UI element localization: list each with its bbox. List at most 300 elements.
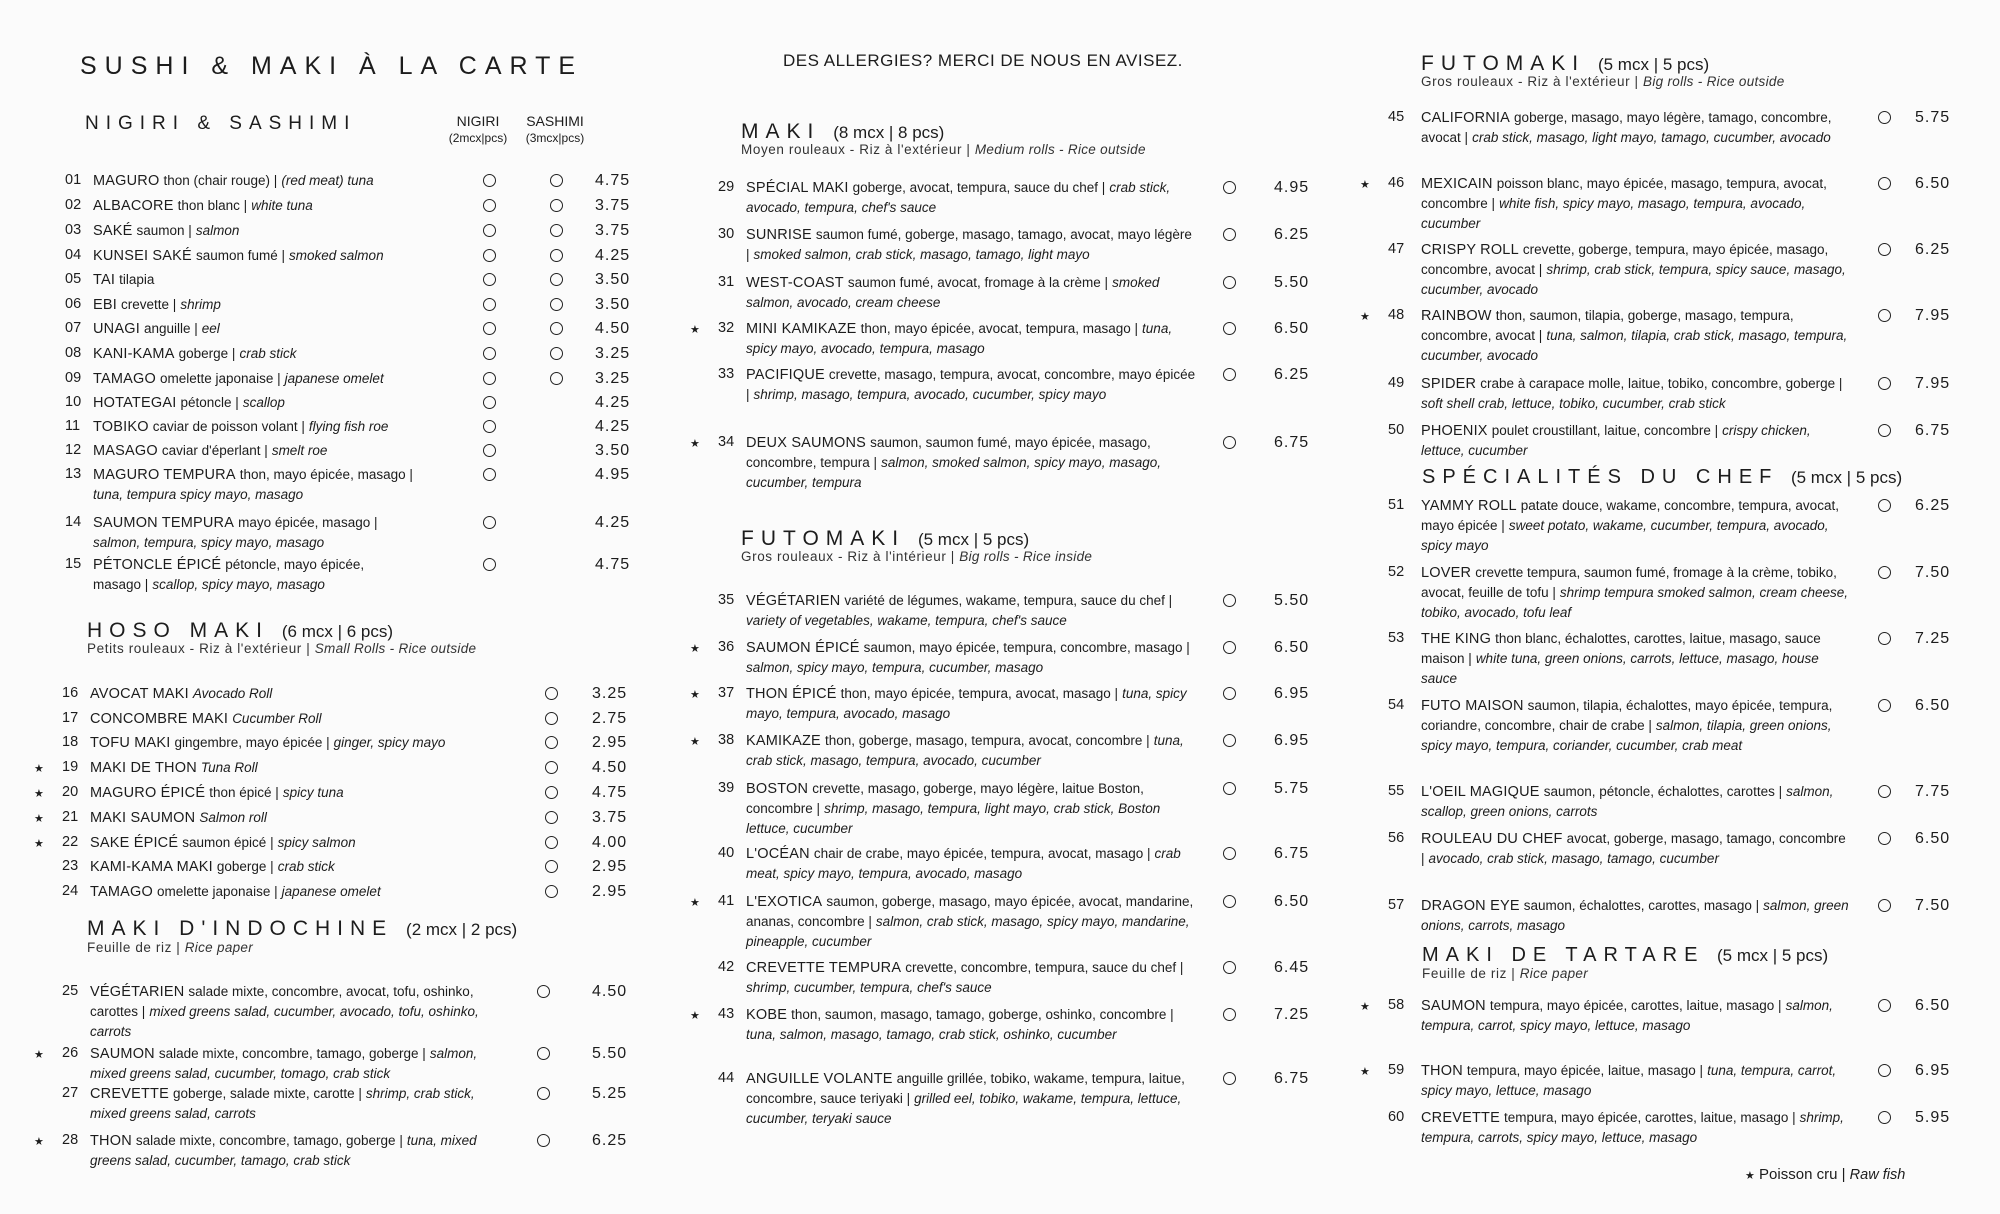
item-number: 56 (1388, 830, 1405, 846)
item-number: 15 (65, 556, 82, 572)
item-description-fr: goberge, salade mixte, carotte | (172, 1086, 362, 1101)
order-checkbox[interactable] (1878, 832, 1891, 845)
item-number: 48 (1388, 307, 1405, 323)
item-name: SPIDER (1421, 376, 1477, 392)
item-description (1421, 421, 1851, 461)
order-checkbox[interactable] (1878, 699, 1891, 712)
sashimi-checkbox[interactable] (550, 298, 563, 311)
order-checkbox[interactable] (1223, 687, 1236, 700)
menu-item (718, 273, 1318, 310)
item-name: TAMAGO (93, 371, 156, 387)
item-description (746, 591, 1196, 631)
item-description (746, 892, 1196, 952)
item-name: PÉTONCLE ÉPICÉ (93, 557, 222, 573)
order-checkbox[interactable] (1878, 785, 1891, 798)
item-price: 3.25 (592, 685, 628, 702)
item-price: 5.95 (1915, 1109, 1951, 1126)
item-description (746, 731, 1196, 771)
order-checkbox[interactable] (1223, 1008, 1236, 1021)
menu-item (690, 892, 1318, 949)
item-name: CALIFORNIA (1421, 110, 1511, 126)
order-checkbox[interactable] (483, 224, 496, 237)
order-checkbox[interactable] (1878, 424, 1891, 437)
item-name: TAI (93, 272, 116, 288)
item-description (1421, 629, 1851, 689)
menu-item (1388, 782, 1968, 819)
item-description (1421, 563, 1851, 623)
item-description-fr: salade mixte, concombre, tamago, goberge | (158, 1046, 426, 1061)
menu-item (62, 882, 642, 902)
item-description-fr: thon blanc | (177, 198, 248, 213)
item-name: SUNRISE (746, 227, 812, 243)
menu-item (1388, 108, 1968, 145)
order-checkbox[interactable] (1878, 566, 1891, 579)
item-description (90, 758, 480, 778)
item-price: 6.50 (1915, 997, 1951, 1014)
menu-item (1388, 374, 1968, 411)
item-number: 50 (1388, 422, 1405, 438)
item-description-fr: saumon, goberge, masago, mayo épicée, avocat, mandarine, ananas, concombre | (746, 894, 1194, 929)
item-description (93, 319, 413, 339)
item-number: 27 (62, 1085, 79, 1101)
item-name: HOTATEGAI (93, 395, 177, 411)
item-description-fr: tempura, mayo épicée, laitue, masago | (1466, 1063, 1704, 1078)
menu-item (62, 709, 642, 729)
item-description (90, 1131, 490, 1171)
order-checkbox[interactable] (1223, 276, 1236, 289)
item-price: 4.95 (1274, 179, 1310, 196)
item-description-fr: anguille grillée, tobiko, wakame, tempura, laitue, concombre, sauce teriyaki | (746, 1071, 1185, 1106)
item-number: 21 (62, 809, 79, 825)
order-checkbox[interactable] (1223, 961, 1236, 974)
item-number: 20 (62, 784, 79, 800)
item-name: EBI (93, 297, 117, 313)
item-description-en: tuna, crab stick, masago, tempura, avocado, cucumber (746, 733, 1184, 768)
order-checkbox[interactable] (483, 444, 496, 457)
item-description-en: crab stick (239, 346, 297, 361)
order-checkbox[interactable] (1878, 999, 1891, 1012)
menu-item (62, 857, 642, 877)
menu-item (65, 319, 645, 339)
order-checkbox[interactable] (1223, 181, 1236, 194)
item-number: 11 (65, 418, 81, 434)
order-checkbox[interactable] (545, 687, 558, 700)
item-description-fr: saumon, mayo épicée, tempura, concombre, masago | (863, 640, 1190, 655)
order-checkbox[interactable] (483, 322, 496, 335)
item-name: THON ÉPICÉ (746, 686, 837, 702)
item-description-fr: thon, goberge, masago, tempura, avocat, concombre | (824, 733, 1150, 748)
order-checkbox[interactable] (483, 558, 496, 571)
item-description-en: Avocado Roll (192, 686, 273, 701)
item-number: 06 (65, 296, 82, 312)
item-number: 04 (65, 247, 82, 263)
star-icon: ★ (1360, 311, 1370, 323)
item-price: 6.75 (1915, 422, 1951, 439)
item-number: 60 (1388, 1109, 1405, 1125)
item-name: KOBE (746, 1007, 788, 1023)
order-checkbox[interactable] (545, 786, 558, 799)
order-checkbox[interactable] (1223, 641, 1236, 654)
order-checkbox[interactable] (483, 396, 496, 409)
menu-item (65, 513, 645, 550)
item-price: 5.50 (1274, 592, 1310, 609)
tartare-section-title (1422, 944, 1828, 967)
item-name: SAUMON ÉPICÉ (746, 640, 860, 656)
item-description-en: avocado, crab stick, masago, tamago, cucumber (1428, 851, 1719, 866)
item-number: 32 (718, 320, 735, 336)
order-checkbox[interactable] (1878, 111, 1891, 124)
order-checkbox[interactable] (1223, 436, 1236, 449)
sashimi-col-sub: (3mcx|pcs) (525, 131, 585, 145)
star-icon: ★ (34, 1136, 44, 1148)
item-name: BOSTON (746, 781, 809, 797)
item-name: TAMAGO (90, 884, 153, 900)
order-checkbox[interactable] (483, 174, 496, 187)
order-checkbox[interactable] (537, 1087, 550, 1100)
menu-item (690, 684, 1318, 721)
item-description-fr: crabe à carapace molle, laitue, tobiko, concombre, goberge | (1480, 376, 1843, 391)
item-number: 47 (1388, 241, 1405, 257)
item-name: L'EXOTICA (746, 894, 823, 910)
item-number: 13 (65, 466, 82, 482)
item-description-en: white fish, spicy mayo, masago, tempura, avocado, cucumber (1421, 196, 1806, 231)
item-name: ANGUILLE VOLANTE (746, 1071, 893, 1087)
star-icon: ★ (690, 736, 700, 748)
menu-item (1360, 996, 1968, 1033)
item-name: THON (90, 1133, 132, 1149)
item-description-fr: variété de légumes, wakame, tempura, sauce du chef | (844, 593, 1173, 608)
indochine-sub-en: Rice paper (184, 940, 254, 955)
order-checkbox[interactable] (1223, 782, 1236, 795)
item-description (746, 225, 1196, 265)
item-description (1421, 174, 1851, 234)
order-checkbox[interactable] (545, 761, 558, 774)
item-description (93, 465, 413, 505)
order-checkbox[interactable] (483, 249, 496, 262)
menu-item (62, 733, 642, 753)
item-description-en: japanese omelet (284, 371, 384, 386)
order-checkbox[interactable] (1223, 368, 1236, 381)
indochine-section-title (87, 917, 517, 941)
sashimi-checkbox[interactable] (550, 199, 563, 212)
item-name: KAMIKAZE (746, 733, 821, 749)
item-description-en: spicy salmon (277, 835, 356, 850)
sashimi-checkbox[interactable] (550, 347, 563, 360)
item-description-en: ginger, spicy mayo (333, 735, 446, 750)
item-price: 6.75 (1274, 845, 1310, 862)
item-description (90, 1084, 490, 1124)
item-description (1421, 1061, 1851, 1101)
item-number: 16 (62, 685, 79, 701)
item-number: 40 (718, 845, 735, 861)
hoso-sub-en: Small Rolls - Rice outside (314, 641, 477, 656)
order-checkbox[interactable] (1878, 177, 1891, 190)
menu-item (65, 171, 645, 191)
order-checkbox[interactable] (483, 199, 496, 212)
item-name: WEST-COAST (746, 275, 844, 291)
item-description-fr: saumon, échalottes, carottes, masago | (1523, 898, 1760, 913)
order-checkbox[interactable] (1878, 632, 1891, 645)
sashimi-checkbox[interactable] (550, 249, 563, 262)
indochine-title-text: MAKI D'INDOCHINE (87, 917, 394, 940)
item-description-en: tuna, spicy mayo, avocado, tempura, masago (746, 321, 1173, 356)
item-description-fr: saumon épicé | (182, 835, 274, 850)
item-description-en: salmon, smoked salmon, spicy mayo, masago, cucumber, tempura (746, 455, 1161, 490)
item-price: 6.25 (592, 1132, 628, 1149)
futomaki-inside-subtitle (741, 549, 1092, 564)
futomaki-outside-count: (5 mcx | 5 pcs) (1597, 55, 1710, 74)
menu-item (34, 783, 642, 803)
item-description (93, 513, 413, 553)
hoso-sub-fr: Petits rouleaux - Riz à l'extérieur | (87, 641, 311, 656)
item-description-en: eel (201, 321, 220, 336)
order-checkbox[interactable] (1878, 499, 1891, 512)
item-price: 3.25 (595, 345, 631, 362)
item-number: 43 (718, 1006, 735, 1022)
sashimi-checkbox[interactable] (550, 273, 563, 286)
menu-item (1388, 1108, 1968, 1145)
item-description-en: scallop (242, 395, 285, 410)
item-description-en: shrimp, masago, tempura, light mayo, crab stick, Boston lettuce, cucumber (746, 801, 1161, 836)
item-description-en: sweet potato, wakame, cucumber, tempura, avocado, spicy mayo (1421, 518, 1829, 553)
item-price: 4.25 (595, 418, 631, 435)
order-checkbox[interactable] (1878, 899, 1891, 912)
item-price: 4.50 (595, 320, 631, 337)
sashimi-checkbox[interactable] (550, 174, 563, 187)
order-checkbox[interactable] (1223, 847, 1236, 860)
raw-fish-footnote (1745, 1166, 1905, 1183)
item-number: 17 (62, 710, 79, 726)
order-checkbox[interactable] (1223, 734, 1236, 747)
menu-item (65, 555, 645, 592)
item-name: SAUMON (1421, 998, 1486, 1014)
item-name: MASAGO (93, 443, 158, 459)
item-name: L'OCÉAN (746, 846, 810, 862)
item-description (746, 844, 1196, 884)
hoso-count: (6 mcx | 6 pcs) (281, 622, 394, 641)
item-name: SAKÉ (93, 223, 133, 239)
item-number: 18 (62, 734, 79, 750)
item-price: 4.25 (595, 247, 631, 264)
menu-item (718, 591, 1318, 628)
sashimi-checkbox[interactable] (550, 372, 563, 385)
item-price: 4.50 (592, 759, 628, 776)
item-name: LOVER (1421, 565, 1472, 581)
item-description-en: crab stick (277, 859, 335, 874)
item-description (746, 779, 1196, 839)
item-name: SAUMON (90, 1046, 155, 1062)
futomaki-inside-sub-en: Big rolls - Rice inside (959, 549, 1093, 564)
item-number: 34 (718, 434, 735, 450)
menu-item (65, 221, 645, 241)
item-price: 7.50 (1915, 897, 1951, 914)
star-icon: ★ (1745, 1170, 1755, 1182)
item-description (93, 393, 413, 413)
order-checkbox[interactable] (1223, 228, 1236, 241)
menu-item (34, 833, 642, 853)
item-description-fr: crevette tempura, saumon fumé, fromage à la crème, tobiko, avocat, feuille de tofu | (1421, 565, 1837, 600)
item-number: 44 (718, 1070, 735, 1086)
menu-item (65, 270, 645, 290)
item-description-fr: goberge | (216, 859, 274, 874)
order-checkbox[interactable] (483, 273, 496, 286)
order-checkbox[interactable] (545, 736, 558, 749)
item-description-en: salmon, tempura, spicy mayo, masago (93, 535, 325, 550)
item-description (93, 441, 413, 461)
item-description-en: tuna, spicy mayo, tempura, avocado, masago (746, 686, 1187, 721)
item-number: 05 (65, 271, 82, 287)
futomaki-inside-title-text: FUTOMAKI (741, 527, 906, 550)
item-number: 42 (718, 959, 735, 975)
order-checkbox[interactable] (1878, 309, 1891, 322)
item-description (1421, 374, 1851, 414)
menu-item (1360, 1061, 1968, 1098)
item-name: YAMMY ROLL (1421, 498, 1517, 514)
item-name: KANI-KAMA (93, 346, 175, 362)
maki-count: (8 mcx | 8 pcs) (833, 123, 945, 142)
item-number: 35 (718, 592, 735, 608)
nigiri-col-sub: (2mcx|pcs) (448, 131, 508, 145)
order-checkbox[interactable] (545, 836, 558, 849)
item-description-fr: poulet croustillant, laitue, concombre | (1491, 423, 1719, 438)
item-description-en: shrimp, crab stick, mixed greens salad, carrots (90, 1086, 475, 1121)
menu-item (65, 246, 645, 266)
item-price: 2.95 (592, 858, 628, 875)
futomaki-outside-sub-fr: Gros rouleaux - Riz à l'extérieur | (1421, 74, 1639, 89)
item-number: 28 (62, 1132, 79, 1148)
item-number: 33 (718, 366, 735, 382)
item-number: 01 (65, 172, 82, 188)
item-price: 6.95 (1274, 685, 1310, 702)
item-price: 5.75 (1274, 780, 1310, 797)
item-description (1421, 696, 1851, 756)
menu-item (34, 808, 642, 828)
order-checkbox[interactable] (483, 347, 496, 360)
futomaki-outside-sub-en: Big rolls - Rice outside (1643, 74, 1785, 89)
sashimi-checkbox[interactable] (550, 322, 563, 335)
item-description-fr: thon, saumon, masago, tamago, goberge, oshinko, concombre | (791, 1007, 1174, 1022)
footnote-en: Raw fish (1849, 1167, 1906, 1183)
order-checkbox[interactable] (1878, 1111, 1891, 1124)
item-price: 6.25 (1915, 497, 1951, 514)
item-name: VÉGÉTARIEN (90, 984, 185, 1000)
item-description-fr: avocat, goberge, masago, tamago, concombre | (1421, 831, 1846, 866)
item-price: 7.95 (1915, 375, 1951, 392)
item-description-en: Tuna Roll (200, 760, 258, 775)
order-checkbox[interactable] (1223, 322, 1236, 335)
item-number: 31 (718, 274, 735, 290)
order-checkbox[interactable] (537, 1134, 550, 1147)
indochine-count: (2 mcx | 2 pcs) (406, 920, 518, 939)
order-checkbox[interactable] (483, 516, 496, 529)
menu-item (65, 465, 645, 502)
item-description-fr: thon (chair rouge) | (163, 173, 278, 188)
order-checkbox[interactable] (1223, 594, 1236, 607)
order-checkbox[interactable] (545, 712, 558, 725)
item-description-en: soft shell crab, lettuce, tobiko, cucumber, crab stick (1421, 396, 1726, 411)
order-checkbox[interactable] (1878, 1064, 1891, 1077)
item-price: 5.75 (1915, 109, 1951, 126)
sashimi-checkbox[interactable] (550, 224, 563, 237)
menu-item (62, 684, 642, 704)
item-description (1421, 996, 1851, 1036)
order-checkbox[interactable] (483, 298, 496, 311)
order-checkbox[interactable] (1878, 377, 1891, 390)
menu-item (1360, 306, 1968, 363)
item-number: 57 (1388, 897, 1405, 913)
menu-item (1388, 696, 1968, 753)
item-description-fr: thon, mayo épicée, masago | (239, 467, 413, 482)
menu-item (690, 1005, 1318, 1042)
item-description (90, 733, 480, 753)
item-description-fr: caviar d'éperlant | (161, 443, 268, 458)
item-price: 3.25 (595, 370, 631, 387)
menu-item (690, 433, 1318, 490)
hoso-subtitle (87, 641, 476, 656)
menu-item (718, 958, 1318, 995)
item-name: CREVETTE (1421, 1110, 1500, 1126)
item-number: 02 (65, 197, 82, 213)
menu-item (34, 758, 642, 778)
item-description-en: shrimp tempura smoked salmon, cream cheese, tobiko, avocado, tofu leaf (1421, 585, 1848, 620)
item-description-fr: tilapia (119, 272, 155, 287)
hoso-section-title (87, 619, 393, 643)
star-icon: ★ (1360, 1066, 1370, 1078)
order-checkbox[interactable] (1223, 1072, 1236, 1085)
item-name: MINI KAMIKAZE (746, 321, 857, 337)
order-checkbox[interactable] (483, 420, 496, 433)
order-checkbox[interactable] (483, 372, 496, 385)
order-checkbox[interactable] (483, 468, 496, 481)
futomaki-inside-sub-fr: Gros rouleaux - Riz à l'intérieur | (741, 549, 955, 564)
order-checkbox[interactable] (1878, 243, 1891, 256)
item-description (90, 709, 480, 729)
order-checkbox[interactable] (545, 811, 558, 824)
item-number: 55 (1388, 783, 1405, 799)
sashimi-col-label: SASHIMI (526, 113, 584, 129)
order-checkbox[interactable] (1223, 895, 1236, 908)
item-name: VÉGÉTARIEN (746, 593, 841, 609)
item-description (90, 882, 480, 902)
item-description-fr: thon blanc, échalottes, carottes, laitue, masago, sauce maison | (1421, 631, 1821, 666)
item-description (746, 273, 1196, 313)
star-icon: ★ (34, 838, 44, 850)
item-number: 59 (1388, 1062, 1405, 1078)
item-name: MAGURO ÉPICÉ (90, 785, 206, 801)
menu-item (1360, 174, 1968, 231)
tartare-subtitle (1422, 966, 1588, 981)
item-name: MAKI DE THON (90, 760, 197, 776)
order-checkbox[interactable] (537, 985, 550, 998)
item-description-en: mixed greens salad, cucumber, avocado, tofu, oshinko, carrots (90, 1004, 479, 1039)
item-description (93, 270, 413, 290)
item-number: 41 (718, 893, 735, 909)
menu-item (65, 441, 645, 461)
item-description-en: shrimp, tempura, carrots, spicy mayo, lettuce, masago (1421, 1110, 1844, 1145)
item-name: SAKE ÉPICÉ (90, 835, 179, 851)
star-icon: ★ (34, 1049, 44, 1061)
indochine-subtitle (87, 940, 253, 955)
item-price: 6.95 (1274, 732, 1310, 749)
footnote-fr: Poisson cru | (1759, 1166, 1846, 1183)
chef-title-text: SPÉCIALITÉS DU CHEF (1422, 466, 1779, 488)
order-checkbox[interactable] (545, 885, 558, 898)
item-description-en: tuna, tempura spicy mayo, masago (93, 487, 304, 502)
order-checkbox[interactable] (545, 860, 558, 873)
item-description-fr: pétoncle | (180, 395, 239, 410)
item-number: 53 (1388, 630, 1405, 646)
order-checkbox[interactable] (537, 1047, 550, 1060)
